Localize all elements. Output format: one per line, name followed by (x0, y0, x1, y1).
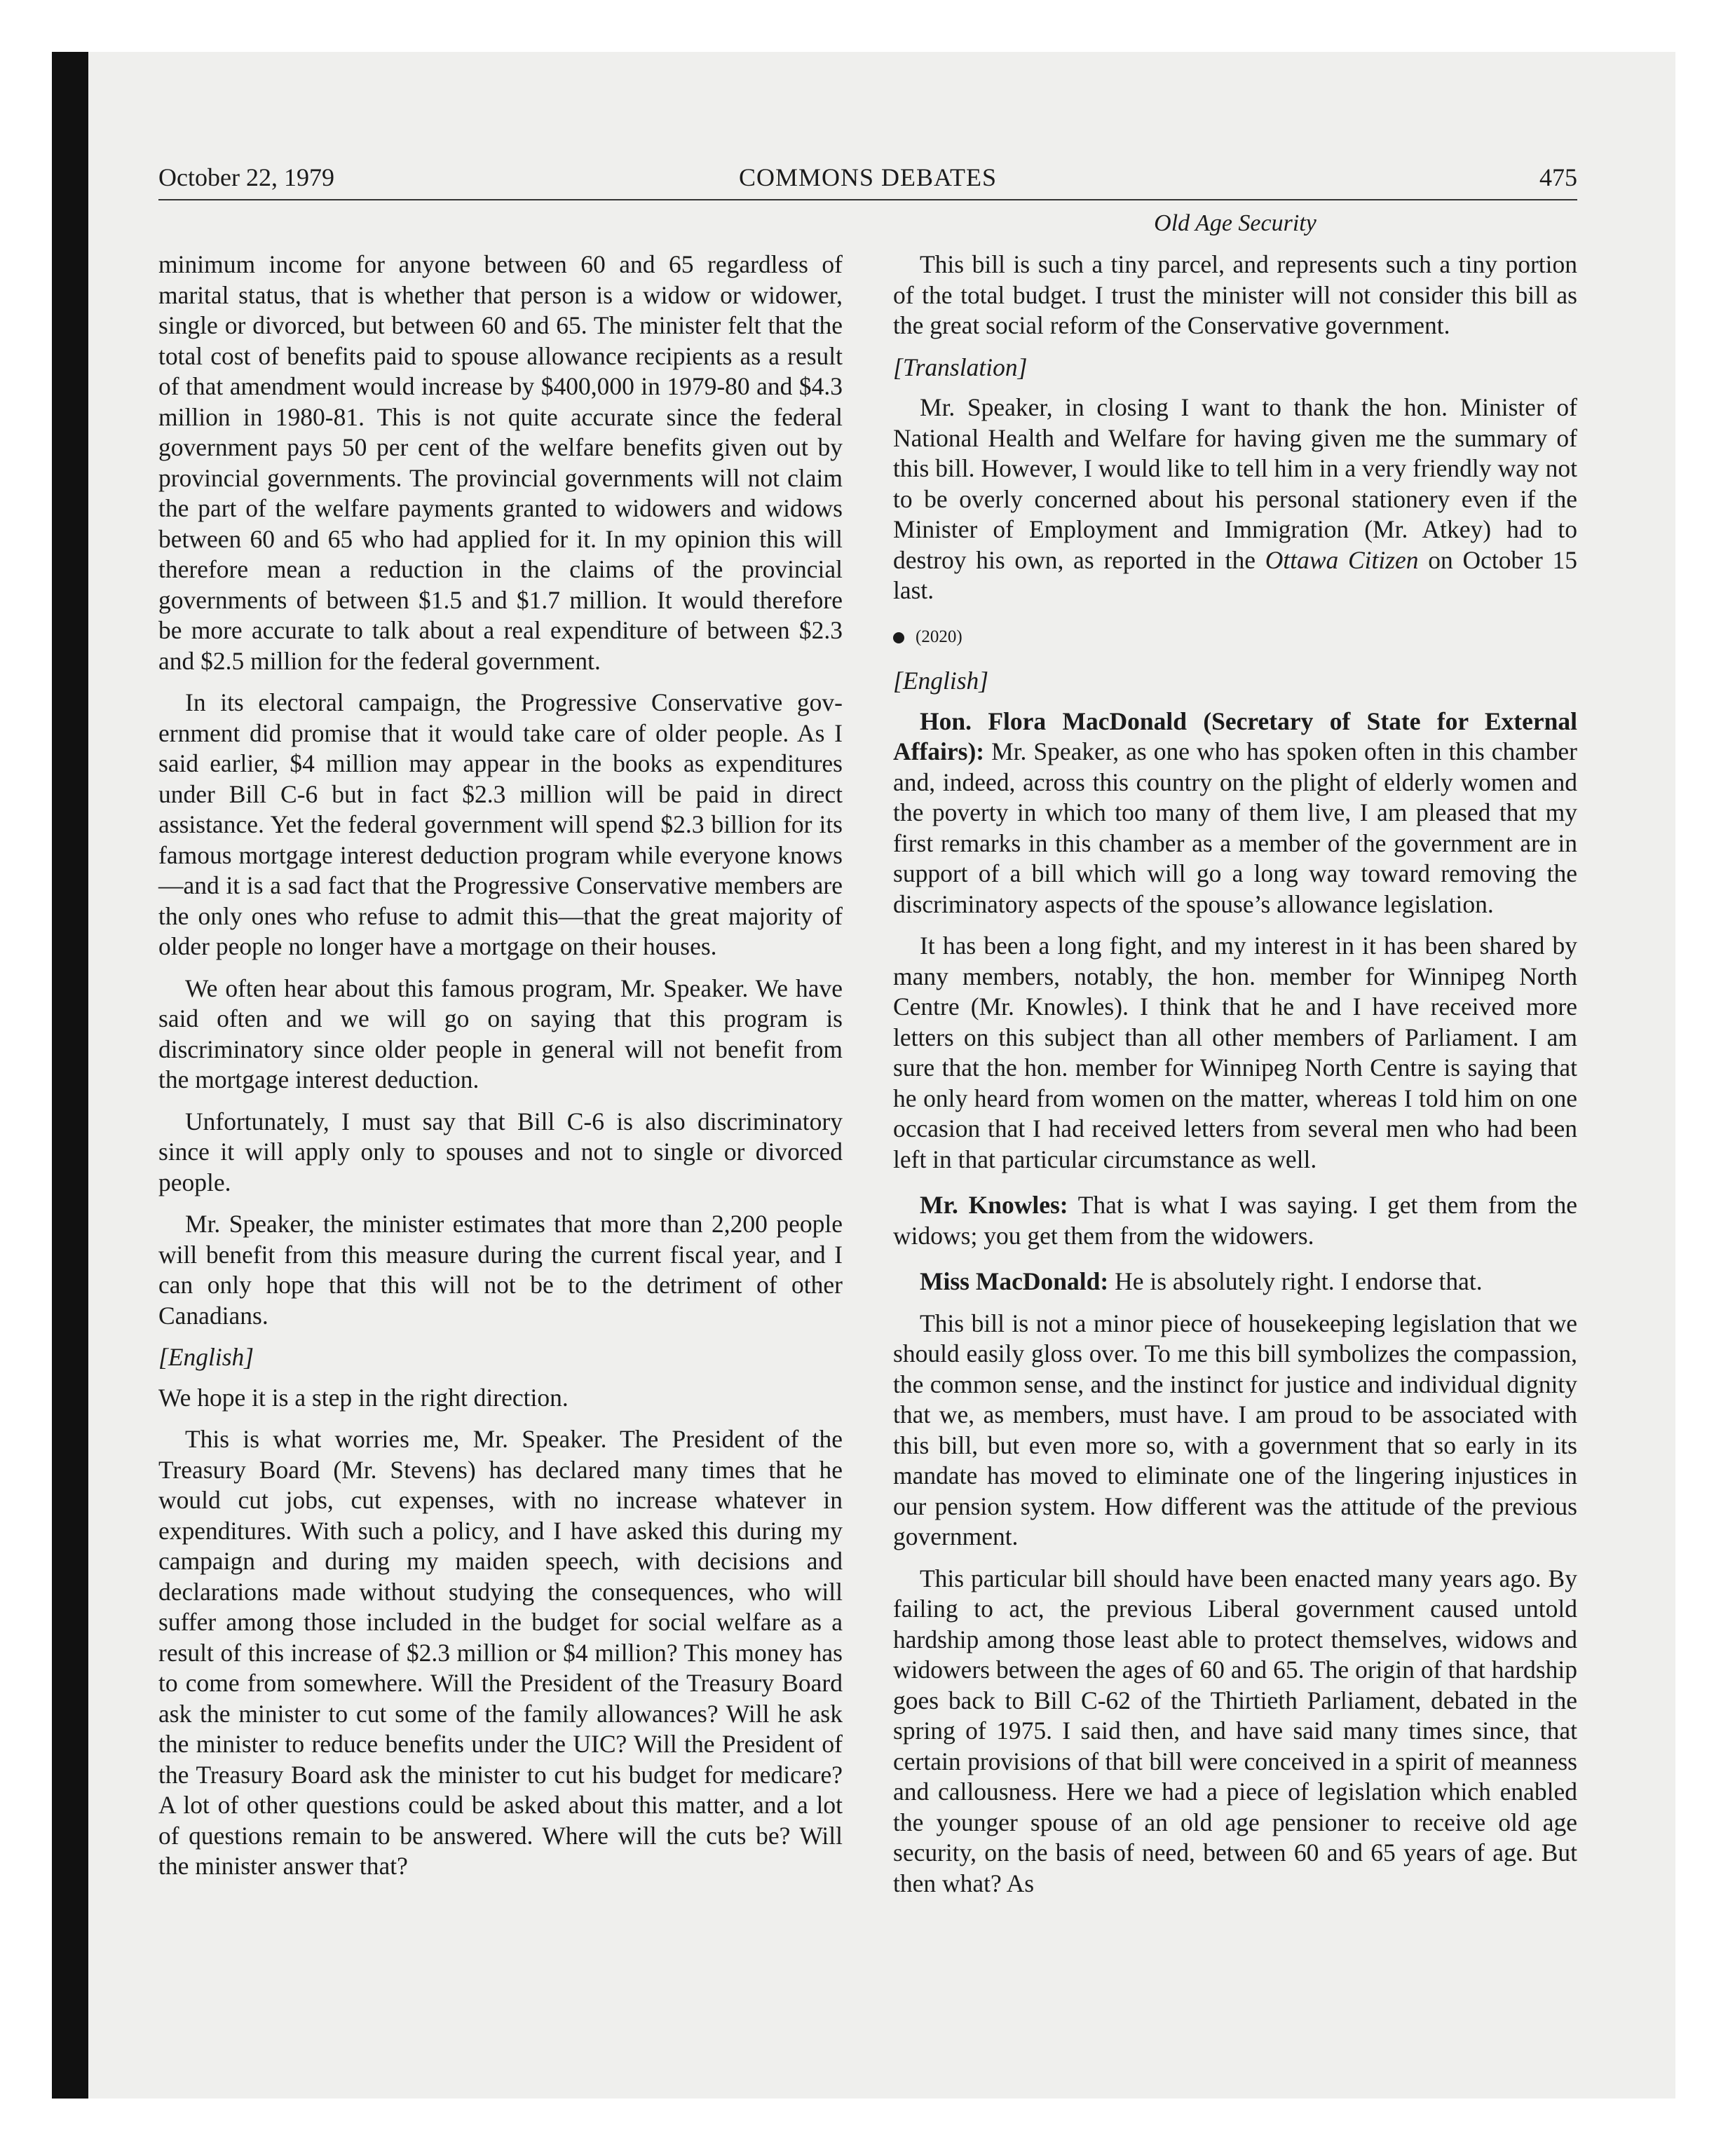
speech (893, 1190, 1577, 1251)
paragraph: This is what worries me, Mr. Speaker. The President of the Treasury Board (Mr. Stevens) has declared many times that he would cut jobs, cut expenses, with no increase whatever in expenditures. With such a policy, and I have asked this during my campaign and during my maiden speech, with decisions and declarations made without studying the consequences, who will suffer among those included in the budget for social welfare as a result of this increase of $2.3 million or $4 million? This money has to come from somewhere. Will the President of the Treasury Board ask the minister to cut some of the family allowances? Will he ask the minister to reduce benefits under the UIC? Will the President of the Treasury Board ask the minister to cut his budget for medicare? A lot of other questions could be asked about this matter, and a lot of questions remain to be answered. Where will the cuts be? Will the minister answer that? (158, 1425, 843, 1880)
time-stamp (893, 622, 1577, 653)
page (88, 52, 1675, 2099)
language-tag: [Translation] (893, 353, 1028, 381)
paragraph: It has been a long fight, and my interest in it has been shared by many members, notably, the hon. member for Winnipeg North Centre (Mr. Knowles). I think that he and I have received more letters on this subject than all other members of Parliament. I am sure that the hon. member for Winnipeg North Centre is saying that he only heard from women on the matter, whereas I told him on one occasion that I had received letters from several men who had been left in that particular circumstance as well. (893, 932, 1577, 1173)
speaker-name: Hon. Flora MacDonald (Secretary of State for External Affairs): (893, 707, 1577, 765)
language-tag: [English] (893, 667, 989, 695)
paragraph: We hope it is a step in the right direction. (158, 1383, 569, 1412)
paragraph: In its electoral campaign, the Progressive Conservative government did promise that it would take care of older people. As I said earlier, $4 million may appear in the books as expenditures under Bill C-6 but in fact $2.3 million will be paid in direct assistance. Yet the federal government will spend $2.3 billion for its famous mortgage interest deduction program while everyone knows—and it is a sad fact that the Progressive Conservative members are the only ones who refuse to admit this—that the great majority of older people no longer have a mortgage on their houses. (158, 688, 843, 960)
publication-name: Ottawa Citizen (1265, 545, 1419, 574)
paragraph: Unfortunately, I must say that Bill C-6 is also discriminatory since it will apply only to spouses and not to single or divorced people. (158, 1107, 843, 1196)
scan-top-margin (52, 0, 1685, 52)
paragraph-text: Mr. Speaker, in closing I want to thank the hon. Minister of National Health and Welfare for having given me the summary of this bill. However, I would like to tell him in a very friendly way not to be overly concerned about his personal stationery even if the Minister of Employment and Immigration (Mr. Atkey) had to destroy his own, as reported in the (893, 393, 1577, 574)
speaker-name: Miss MacDonald: (920, 1267, 1109, 1295)
scan-binding-edge (52, 52, 88, 2099)
header-page-number: 475 (1539, 163, 1577, 191)
speech (893, 707, 1577, 920)
right-column (893, 250, 1577, 1910)
running-head (158, 157, 1577, 200)
paragraph: minimum income for anyone between 60 and 65 regardless of marital status, that is whether that person is a widow or widower, single or divorced, but between 60 and 65. The minister felt that the total cost of benefits paid to spouse allowance recipients as a result of that amendment would increase by $400,000 in 1979-80 and $4.3 million in 1980-81. This is not quite accurate since the federal government pays 50 per cent of the welfare benefits given out by provincial governments. The provincial governments will not claim the part of the welfare payments granted to widowers and widows between 60 and 65 who had applied for it. In my opinion this will therefore mean a reduction in the claims of the provincial governments of between $1.5 and $1.7 million. It would therefore be more accurate to talk about a real expenditure of between $2.3 and $2.5 million for the federal government. (158, 250, 843, 675)
speech-text: He is absolutely right. I endorse that. (1108, 1267, 1483, 1295)
paragraph: We often hear about this famous program, Mr. Speaker. We have said often and we will go on saying that this program is discriminatory since older people in general will not benefit from the mortgage interest deduction. (158, 974, 843, 1093)
time-stamp-text: (2020) (916, 627, 962, 646)
paragraph: This bill is such a tiny parcel, and represents such a tiny portion of the total budget. I trust the minister will not consider this bill as the great social reform of the Conservative government. (893, 250, 1577, 339)
paragraph: This particular bill should have been enacted many years ago. By failing to act, the previous Liberal government caused untold hardship among those least able to protect themselves, widows and widowers between the ages of 60 and 65. The origin of that hardship goes back to Bill C-62 of the Thirtieth Parliament, debated in the spring of 1975. I said then, and have said many times since, that certain provisions of that bill were conceived in a spirit of meanness and callousness. Here we had a piece of legislation which enabled the younger spouse of an old age pensioner to receive old age security, on the basis of need, between 60 and 65 years of age. But then what? As (893, 1564, 1577, 1897)
paragraph (893, 393, 1577, 606)
speech-text: That is what I was saying. I get them from the widows; you get them from the widowers. (893, 1191, 1577, 1250)
subject-heading: Old Age Security (1154, 210, 1316, 236)
left-column (158, 250, 843, 1893)
paragraph: This bill is not a minor piece of housekeeping legislation that we should easily gloss over. To me this bill symbolizes the compassion, the common sense, and the instinct for justice and individual dignity that we, as members, must have. I am proud to be associated with this bill, but even more so, with a government that so early in its mandate has moved to eliminate one of the lingering injustices in our pension system. How different was the attitude of the previous government. (893, 1309, 1577, 1550)
header-publication: COMMONS DEBATES (738, 163, 998, 191)
bullet-icon (893, 632, 904, 643)
speaker-name: Mr. Knowles: (920, 1191, 1068, 1219)
paragraph: Mr. Speaker, the minister estimates that more than 2,200 people will benefit from this measure during the current fiscal year, and I can only hope that this will not be to the detriment of other Canadians. (158, 1210, 843, 1330)
speech (893, 1267, 1577, 1297)
speech-text: Mr. Speaker, as one who has spoken often in this chamber and, indeed, across this country on the plight of elderly women and the poverty in which too many of them live, I am pleased that my first remarks in this chamber as a member of the government are in support of a bill which will go a long way toward removing the discriminatory aspects of the spouse’s allowance legislation. (893, 737, 1577, 918)
language-tag: [English] (158, 1343, 254, 1371)
paragraph-text: on October 15 last. (893, 545, 1577, 604)
header-date: October 22, 1979 (158, 163, 334, 191)
